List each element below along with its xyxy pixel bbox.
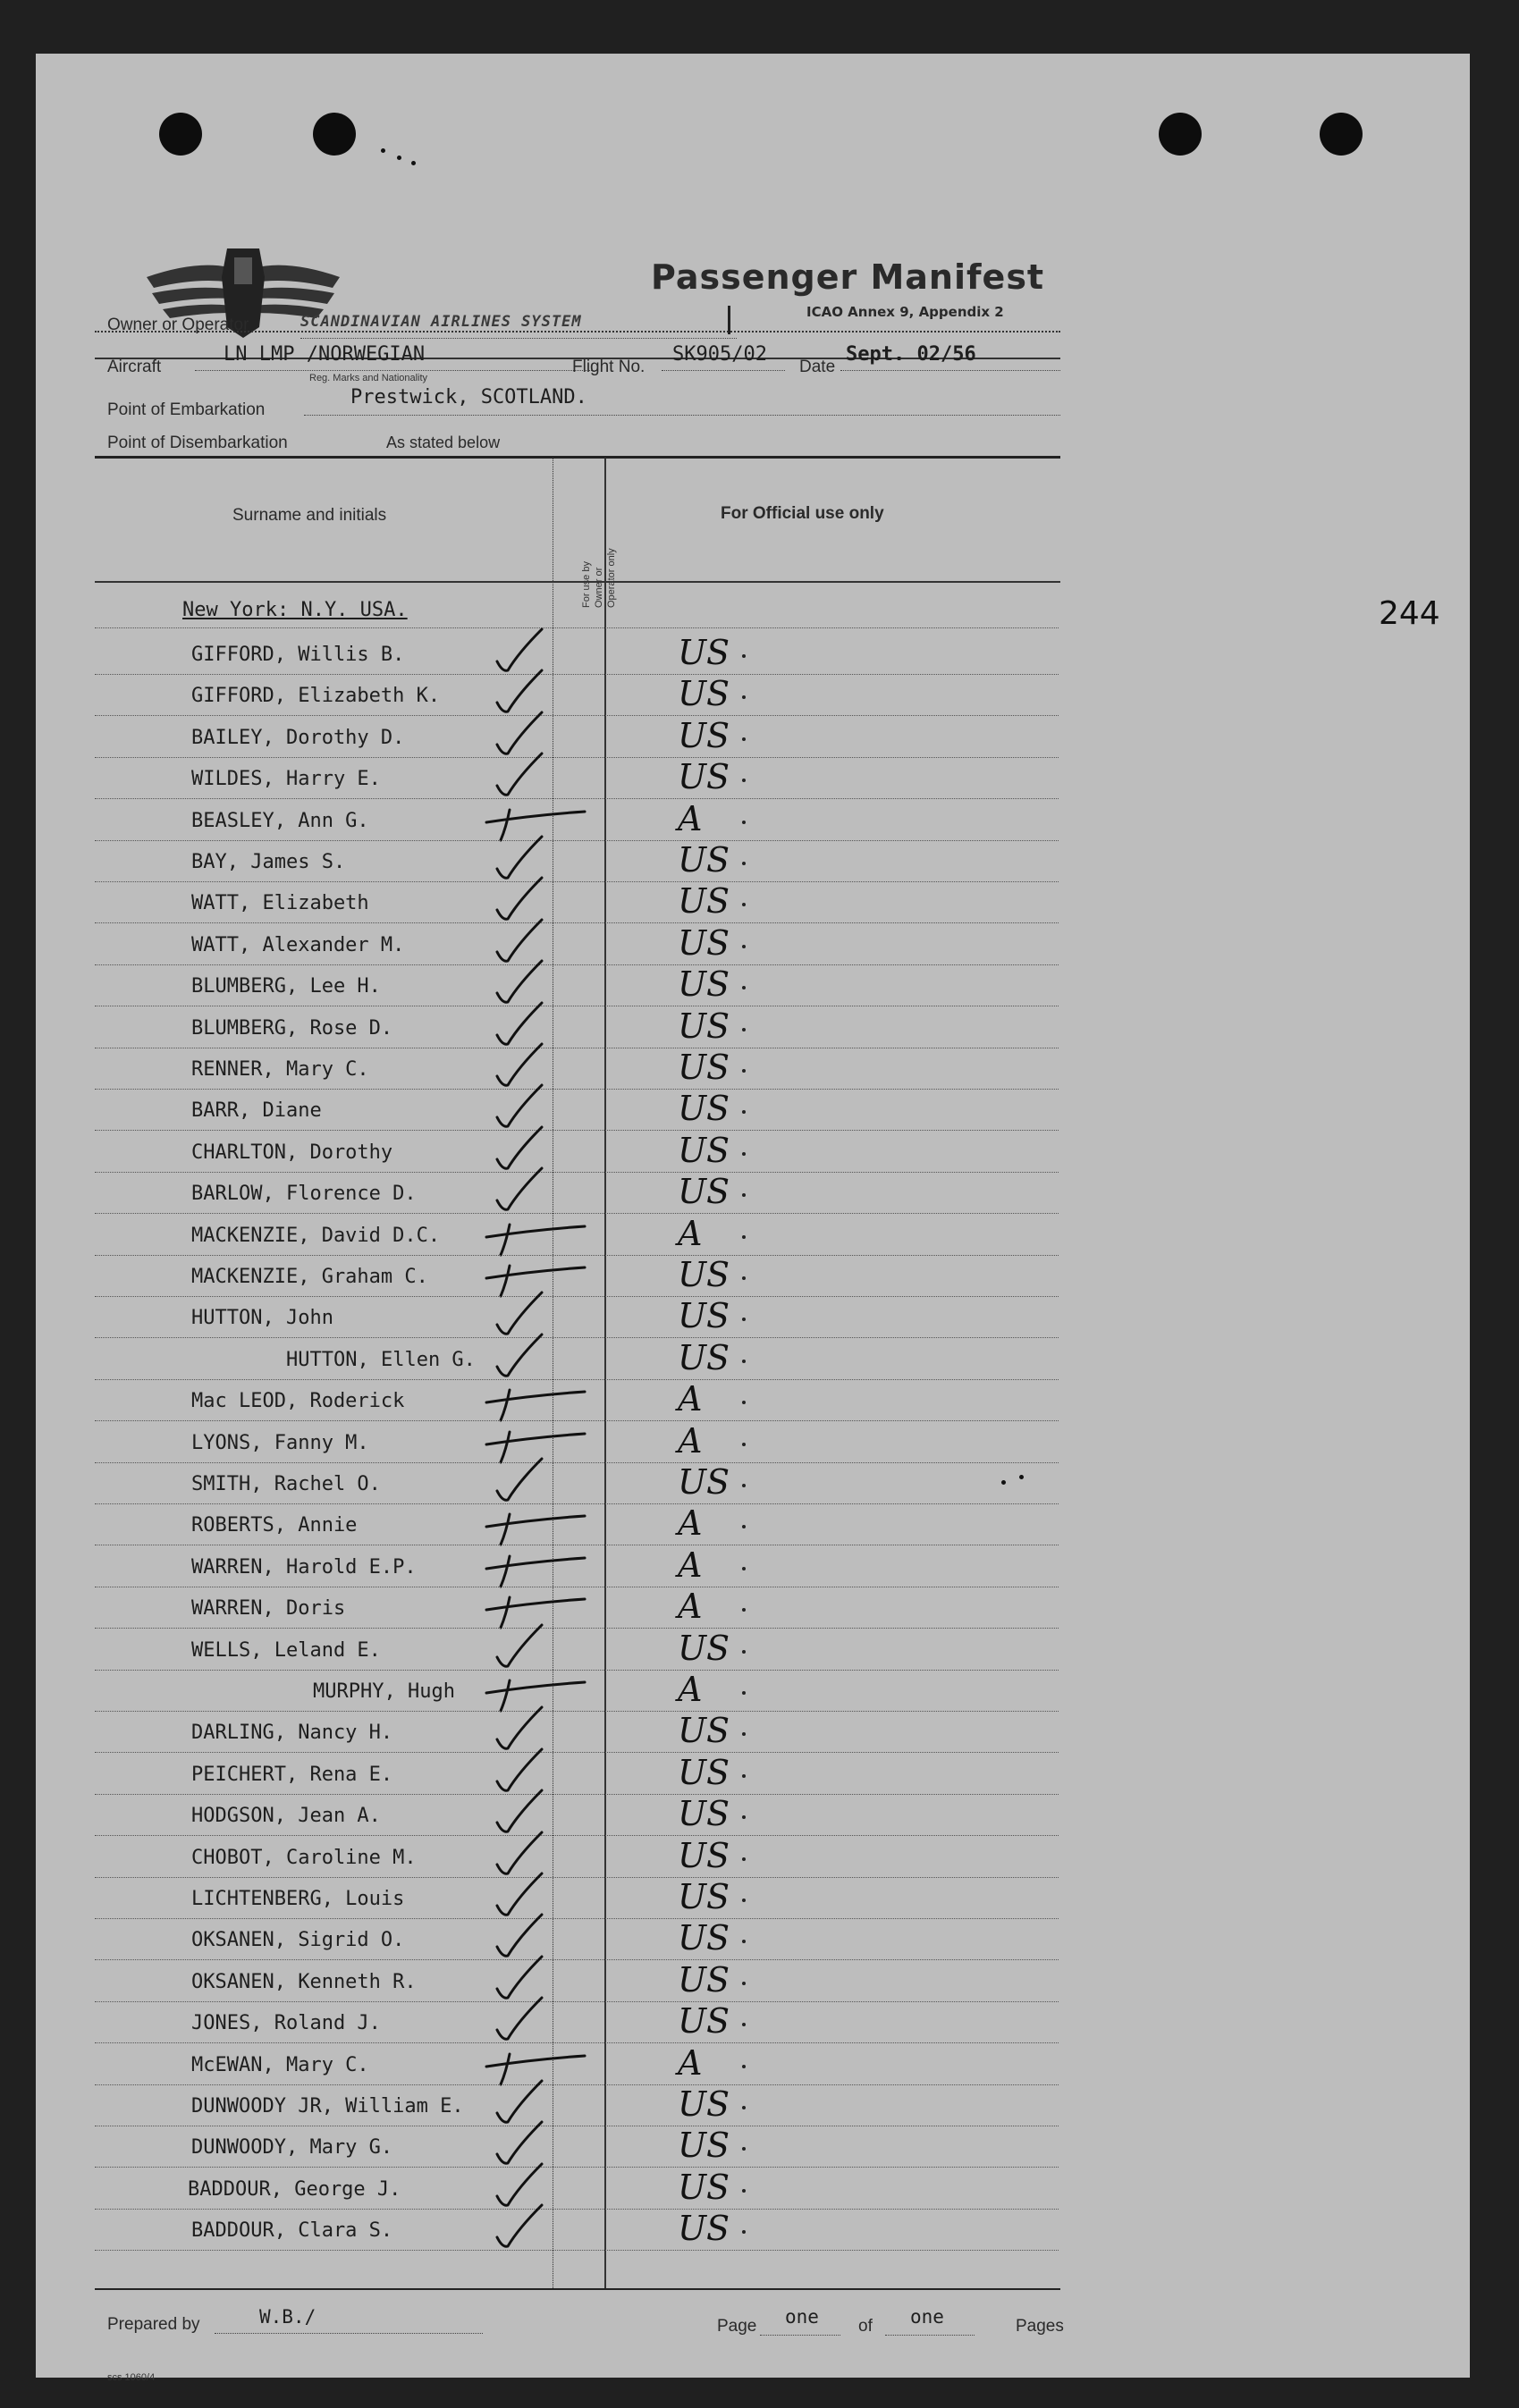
passenger-row <box>36 881 1470 928</box>
speck <box>397 156 401 160</box>
passenger-row <box>36 2001 1470 2048</box>
passenger-row <box>36 2167 1470 2214</box>
passenger-name: McEWAN, Mary C. <box>191 2053 369 2076</box>
passenger-row <box>36 1420 1470 1468</box>
dot-mark <box>742 903 746 906</box>
passenger-row <box>36 1835 1470 1882</box>
passenger-row <box>36 798 1470 846</box>
passenger-row <box>36 840 1470 887</box>
sheet-number: 244 <box>1379 595 1440 632</box>
manifest-sheet <box>36 54 1470 2383</box>
passenger-name: DARLING, Nancy H. <box>191 1722 393 1745</box>
alien-mark: A <box>678 2042 703 2083</box>
dot-mark <box>742 1815 746 1819</box>
passenger-row <box>36 1918 1470 1965</box>
passenger-name: LICHTENBERG, Louis <box>191 1888 405 1910</box>
date-label: Date <box>799 358 836 376</box>
dot-mark <box>742 1650 746 1654</box>
dot-mark <box>742 945 746 948</box>
passenger-row <box>36 1711 1470 1757</box>
passenger-row <box>36 1462 1470 1509</box>
dot-mark <box>742 1608 746 1612</box>
passenger-name: HUTTON, John <box>191 1307 333 1330</box>
dot-mark <box>742 779 746 782</box>
header-bottom-rule <box>95 456 1060 459</box>
passenger-row <box>36 757 1470 804</box>
official-column-header: For Official use only <box>721 504 884 523</box>
document-title: Passenger Manifest <box>651 257 1045 297</box>
passenger-row <box>36 715 1470 762</box>
date-value: Sept. 02/56 <box>846 343 976 366</box>
passenger-row <box>36 1877 1470 1924</box>
dot-mark <box>742 2106 746 2109</box>
passenger-name: RENNER, Mary C. <box>191 1058 369 1081</box>
dot-mark <box>742 1567 746 1570</box>
owner-value: SCANDINAVIAN AIRLINES SYSTEM <box>300 313 582 331</box>
form-code: scs 1060/4 <box>107 2372 156 2383</box>
passenger-name: DUNWOODY JR, William E. <box>191 2095 464 2118</box>
dot-mark <box>742 1899 746 1902</box>
punch-hole <box>313 113 356 156</box>
dot-mark <box>742 1318 746 1321</box>
of-rule <box>885 2335 975 2336</box>
passenger-name: WATT, Alexander M. <box>191 933 405 956</box>
column-header-rule <box>95 581 1060 583</box>
dot-mark <box>742 2189 746 2193</box>
embarkation-value: Prestwick, SCOTLAND. <box>350 386 587 408</box>
passenger-name: DUNWOODY, Mary G. <box>191 2136 393 2160</box>
passenger-name: MURPHY, Hugh <box>313 1680 455 1703</box>
page-value: one <box>785 2306 819 2328</box>
dot-mark <box>742 1360 746 1363</box>
us-citizen-mark: US <box>678 881 730 922</box>
owner-bar <box>728 306 730 334</box>
dot-mark <box>742 862 746 865</box>
alien-mark: A <box>678 1670 703 1709</box>
dot-mark <box>742 1069 746 1073</box>
alien-mark: A <box>678 1420 703 1461</box>
passenger-name: LYONS, Fanny M. <box>191 1431 369 1454</box>
owner-label: Owner or Operator <box>107 316 249 334</box>
disembarkation-value: As stated below <box>386 434 501 451</box>
passenger-name: CHOBOT, Caroline M. <box>191 1846 417 1869</box>
passenger-name: BADDOUR, George J. <box>188 2177 401 2201</box>
dot-mark <box>742 986 746 989</box>
passenger-name: WARREN, Harold E.P. <box>191 1555 417 1579</box>
us-citizen-mark: US <box>678 1255 730 1294</box>
passenger-name: JONES, Roland J. <box>191 2012 381 2035</box>
passenger-row <box>36 2042 1470 2090</box>
flight-rule <box>662 370 785 371</box>
us-citizen-mark: US <box>678 1006 730 1046</box>
us-citizen-mark: US <box>678 1130 730 1170</box>
us-citizen-mark: US <box>678 633 730 672</box>
passenger-row <box>36 1337 1470 1385</box>
us-citizen-mark: US <box>678 1172 730 1212</box>
aircraft-value: LN LMP /NORWEGIAN <box>224 343 426 366</box>
us-citizen-mark: US <box>678 2001 730 2042</box>
us-citizen-mark: US <box>678 1048 730 1087</box>
us-citizen-mark: US <box>678 922 730 963</box>
passenger-row <box>36 1545 1470 1592</box>
passenger-name: WATT, Elizabeth <box>191 892 369 915</box>
checkmark-icon <box>479 2202 587 2255</box>
passenger-name: WELLS, Leland E. <box>191 1638 381 1662</box>
passenger-name: CHARLTON, Dorothy <box>191 1141 393 1164</box>
us-citizen-mark: US <box>678 1089 730 1129</box>
dot-mark <box>742 2065 746 2068</box>
embarkation-rule <box>304 415 1060 416</box>
document-subtitle: ICAO Annex 9, Appendix 2 <box>806 304 1004 320</box>
us-citizen-mark: US <box>678 840 730 880</box>
operator-header-line1: For use by <box>581 561 592 608</box>
punch-hole <box>1159 113 1202 156</box>
dot-mark <box>742 2147 746 2151</box>
dot-mark <box>742 1940 746 1943</box>
alien-mark: A <box>678 1379 703 1419</box>
us-citizen-mark: US <box>678 1296 730 1336</box>
passenger-name: OKSANEN, Sigrid O. <box>191 1929 405 1952</box>
operator-header-line3: Operator only <box>606 548 617 608</box>
us-citizen-mark: US <box>678 1337 730 1377</box>
date-rule <box>840 370 1060 371</box>
prepared-value: W.B./ <box>259 2306 316 2328</box>
passenger-row <box>36 674 1470 720</box>
dot-mark <box>742 1276 746 1280</box>
prepared-rule <box>215 2333 483 2334</box>
passenger-name: BLUMBERG, Rose D. <box>191 1016 393 1040</box>
passenger-name: BARLOW, Florence D. <box>191 1183 417 1206</box>
passenger-name: BARR, Diane <box>191 1099 322 1123</box>
passenger-name: MACKENZIE, Graham C. <box>191 1266 428 1288</box>
owner-rule <box>300 338 737 339</box>
us-citizen-mark: US <box>678 1794 730 1834</box>
us-citizen-mark: US <box>678 2084 730 2124</box>
dot-mark <box>742 1110 746 1114</box>
passenger-name: MACKENZIE, David D.C. <box>191 1224 441 1247</box>
embarkation-label: Point of Embarkation <box>107 400 266 419</box>
of-label: of <box>858 2317 873 2336</box>
passenger-row <box>36 1628 1470 1675</box>
us-citizen-mark: US <box>678 1877 730 1916</box>
dot-mark <box>742 1193 746 1197</box>
passenger-name: SMITH, Rachel O. <box>191 1473 381 1495</box>
operator-header-line2: Owner or <box>594 567 604 608</box>
dot-mark <box>742 1525 746 1528</box>
page-label: Page <box>717 2317 757 2336</box>
dot-mark <box>742 1732 746 1736</box>
passenger-name: BADDOUR, Clara S. <box>191 2219 393 2243</box>
passenger-name: GIFFORD, Willis B. <box>191 644 405 666</box>
dot-mark <box>742 1774 746 1778</box>
of-value: one <box>910 2306 944 2328</box>
passenger-name: GIFFORD, Elizabeth K. <box>191 685 441 708</box>
dot-mark <box>742 1028 746 1031</box>
us-citizen-mark: US <box>678 1959 730 2000</box>
flight-value: SK905/02 <box>672 343 767 366</box>
passenger-row <box>36 633 1470 679</box>
passenger-name: WARREN, Doris <box>191 1597 346 1621</box>
dot-mark <box>742 737 746 741</box>
passenger-row <box>36 1752 1470 1799</box>
passenger-row <box>36 1172 1470 1218</box>
passenger-name: WILDES, Harry E. <box>191 768 381 791</box>
passenger-row <box>36 1670 1470 1716</box>
dot-mark <box>742 1982 746 1985</box>
us-citizen-mark: US <box>678 1711 730 1751</box>
passenger-name: BEASLEY, Ann G. <box>191 809 369 832</box>
dot-mark <box>742 2023 746 2026</box>
passenger-name: OKSANEN, Kenneth R. <box>191 1970 417 1993</box>
alien-mark: A <box>678 798 703 838</box>
aircraft-label: Aircraft <box>107 358 162 376</box>
passenger-row <box>36 1959 1470 2007</box>
passenger-row <box>36 1587 1470 1633</box>
passenger-row <box>36 1296 1470 1343</box>
passenger-row <box>36 2084 1470 2131</box>
us-citizen-mark: US <box>678 2167 730 2207</box>
passenger-row <box>36 1130 1470 1177</box>
us-citizen-mark: US <box>678 2126 730 2166</box>
disembarkation-label: Point of Disembarkation <box>107 434 288 452</box>
dot-mark <box>742 1401 746 1404</box>
dot-mark <box>742 1443 746 1446</box>
flight-label: Flight No. <box>572 358 646 376</box>
passenger-row <box>36 1089 1470 1135</box>
aircraft-rule <box>195 370 597 371</box>
us-citizen-mark: US <box>678 1835 730 1875</box>
passenger-row <box>36 2126 1470 2172</box>
us-citizen-mark: US <box>678 964 730 1005</box>
us-citizen-mark: US <box>678 1752 730 1792</box>
passenger-name: ROBERTS, Annie <box>191 1514 358 1537</box>
us-citizen-mark: US <box>678 715 730 755</box>
passenger-name: BLUMBERG, Lee H. <box>191 975 381 998</box>
us-citizen-mark: US <box>678 757 730 797</box>
passenger-row <box>36 1213 1470 1260</box>
speck <box>381 148 385 153</box>
passenger-row <box>36 1503 1470 1550</box>
passenger-row <box>36 1255 1470 1301</box>
pages-label: Pages <box>1016 2317 1064 2336</box>
dot-mark <box>742 1484 746 1487</box>
dot-mark <box>742 1857 746 1861</box>
passenger-name: HODGSON, Jean A. <box>191 1805 381 1828</box>
passenger-row <box>36 2209 1470 2255</box>
page-rule <box>760 2335 840 2336</box>
us-citizen-mark: US <box>678 1918 730 1958</box>
passenger-row <box>36 1006 1470 1053</box>
name-column-header: Surname and initials <box>232 506 387 525</box>
passenger-row <box>36 1379 1470 1426</box>
footer-rule <box>95 2288 1060 2290</box>
dot-mark <box>742 821 746 824</box>
alien-mark: A <box>678 1503 703 1544</box>
passenger-row <box>36 964 1470 1011</box>
us-citizen-mark: US <box>678 1462 730 1502</box>
prepared-label: Prepared by <box>107 2315 200 2334</box>
punch-hole <box>1320 113 1363 156</box>
dot-mark <box>742 1235 746 1239</box>
dot-mark <box>742 654 746 658</box>
reg-caption: Reg. Marks and Nationality <box>309 373 428 383</box>
operator-column-header <box>581 518 644 626</box>
alien-mark: A <box>678 1587 703 1627</box>
passenger-name: HUTTON, Ellen G. <box>286 1348 476 1371</box>
speck <box>411 161 416 165</box>
punch-hole <box>159 113 202 156</box>
us-citizen-mark: US <box>678 1628 730 1668</box>
dot-mark <box>742 2230 746 2234</box>
passenger-name: BAILEY, Dorothy D. <box>191 726 405 749</box>
destination-heading: New York: N.Y. USA. <box>182 599 408 621</box>
passenger-row <box>36 1794 1470 1840</box>
dot-mark <box>742 1152 746 1156</box>
passenger-name: BAY, James S. <box>191 851 346 873</box>
dot-mark <box>742 695 746 699</box>
passenger-row <box>36 1048 1470 1094</box>
alien-mark: A <box>678 1213 703 1253</box>
passenger-row <box>36 922 1470 970</box>
alien-mark: A <box>678 1545 703 1585</box>
us-citizen-mark: US <box>678 674 730 714</box>
row-rule <box>95 2250 1059 2251</box>
passenger-name: PEICHERT, Rena E. <box>191 1763 393 1786</box>
passenger-name: Mac LEOD, Roderick <box>191 1390 405 1413</box>
us-citizen-mark: US <box>678 2209 730 2249</box>
dot-mark <box>742 1691 746 1695</box>
